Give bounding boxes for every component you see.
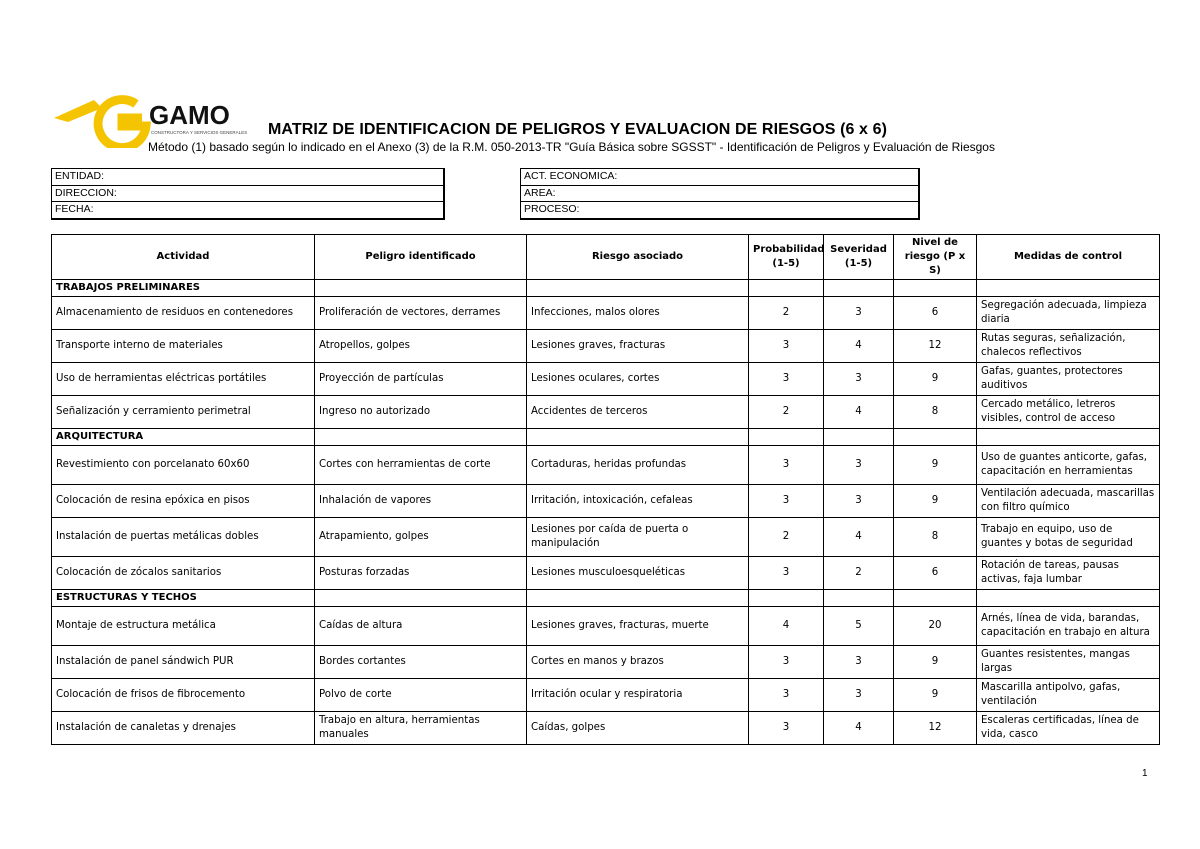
cell-peligro: Proyección de partículas xyxy=(315,363,527,396)
table-row xyxy=(52,485,1160,518)
logo-tagline: CONSTRUCTORA Y SERVICIOS GENERALES xyxy=(151,130,248,135)
table-header-row xyxy=(52,235,1160,280)
cell-nivel: 9 xyxy=(894,485,977,518)
cell-nivel: 6 xyxy=(894,297,977,330)
cell-peligro: Bordes cortantes xyxy=(315,646,527,679)
section-empty-cell xyxy=(894,429,977,446)
section-empty-cell xyxy=(894,280,977,297)
logo-wordmark: GAMO xyxy=(149,100,230,130)
cell-peligro: Caídas de altura xyxy=(315,607,527,646)
cell-nivel: 9 xyxy=(894,363,977,396)
section-empty-cell xyxy=(894,590,977,607)
cell-severidad: 3 xyxy=(824,446,894,485)
cell-nivel: 20 xyxy=(894,607,977,646)
cell-riesgo: Lesiones graves, fracturas xyxy=(527,330,749,363)
cell-severidad: 3 xyxy=(824,363,894,396)
cell-severidad: 3 xyxy=(824,679,894,712)
section-row xyxy=(52,429,1160,446)
table-row xyxy=(52,646,1160,679)
field-fecha[interactable]: FECHA: xyxy=(52,202,445,219)
company-logo xyxy=(50,88,250,148)
cell-peligro: Proliferación de vectores, derrames xyxy=(315,297,527,330)
cell-severidad: 4 xyxy=(824,712,894,745)
field-direccion[interactable]: DIRECCION: xyxy=(52,185,445,202)
cell-riesgo: Lesiones oculares, cortes xyxy=(527,363,749,396)
cell-medidas: Guantes resistentes, mangas largas xyxy=(977,646,1160,679)
section-empty-cell xyxy=(749,590,824,607)
cell-nivel: 9 xyxy=(894,679,977,712)
section-empty-cell xyxy=(527,590,749,607)
cell-riesgo: Accidentes de terceros xyxy=(527,396,749,429)
cell-peligro: Ingreso no autorizado xyxy=(315,396,527,429)
cell-medidas: Rotación de tareas, pausas activas, faja lumbar xyxy=(977,557,1160,590)
cell-nivel: 8 xyxy=(894,518,977,557)
cell-severidad: 3 xyxy=(824,297,894,330)
header-riesgo: Riesgo asociado xyxy=(527,235,749,280)
cell-medidas: Cercado metálico, letreros visibles, control de acceso xyxy=(977,396,1160,429)
cell-probabilidad: 2 xyxy=(749,297,824,330)
table-row xyxy=(52,330,1160,363)
cell-actividad: Uso de herramientas eléctricas portátiles xyxy=(52,363,315,396)
cell-severidad: 3 xyxy=(824,485,894,518)
cell-riesgo: Caídas, golpes xyxy=(527,712,749,745)
cell-probabilidad: 2 xyxy=(749,518,824,557)
header-medidas: Medidas de control xyxy=(977,235,1160,280)
header-severidad: Severidad (1-5) xyxy=(824,235,894,280)
cell-severidad: 4 xyxy=(824,518,894,557)
cell-actividad: Colocación de zócalos sanitarios xyxy=(52,557,315,590)
section-title: TRABAJOS PRELIMINARES xyxy=(52,280,315,297)
section-empty-cell xyxy=(749,429,824,446)
page-title: MATRIZ DE IDENTIFICACION DE PELIGROS Y EVALUACION DE RIESGOS (6 x 6) xyxy=(268,121,888,138)
cell-nivel: 9 xyxy=(894,446,977,485)
cell-riesgo: Cortes en manos y brazos xyxy=(527,646,749,679)
cell-actividad: Revestimiento con porcelanato 60x60 xyxy=(52,446,315,485)
cell-riesgo: Lesiones graves, fracturas, muerte xyxy=(527,607,749,646)
cell-severidad: 5 xyxy=(824,607,894,646)
section-empty-cell xyxy=(977,590,1160,607)
section-empty-cell xyxy=(315,280,527,297)
cell-actividad: Instalación de canaletas y drenajes xyxy=(52,712,315,745)
section-empty-cell xyxy=(977,429,1160,446)
cell-riesgo: Irritación, intoxicación, cefaleas xyxy=(527,485,749,518)
cell-actividad: Colocación de resina epóxica en pisos xyxy=(52,485,315,518)
cell-nivel: 8 xyxy=(894,396,977,429)
cell-actividad: Transporte interno de materiales xyxy=(52,330,315,363)
cell-nivel: 9 xyxy=(894,646,977,679)
logo-g-mark xyxy=(98,100,146,148)
page-number: 1 xyxy=(1142,768,1148,779)
section-empty-cell xyxy=(824,280,894,297)
section-title: ARQUITECTURA xyxy=(52,429,315,446)
cell-riesgo: Lesiones por caída de puerta o manipulación xyxy=(527,518,749,557)
cell-nivel: 6 xyxy=(894,557,977,590)
cell-probabilidad: 3 xyxy=(749,679,824,712)
table-row xyxy=(52,446,1160,485)
section-empty-cell xyxy=(824,590,894,607)
field-proceso[interactable]: PROCESO: xyxy=(521,202,920,219)
table-row xyxy=(52,679,1160,712)
section-empty-cell xyxy=(824,429,894,446)
section-empty-cell xyxy=(315,429,527,446)
section-row xyxy=(52,590,1160,607)
section-empty-cell xyxy=(527,429,749,446)
cell-peligro: Atropellos, golpes xyxy=(315,330,527,363)
cell-medidas: Mascarilla antipolvo, gafas, ventilación xyxy=(977,679,1160,712)
table-row xyxy=(52,518,1160,557)
table-row xyxy=(52,557,1160,590)
table-row xyxy=(52,712,1160,745)
cell-medidas: Ventilación adecuada, mascarillas con filtro químico xyxy=(977,485,1160,518)
cell-actividad: Almacenamiento de residuos en contenedores xyxy=(52,297,315,330)
cell-actividad: Instalación de panel sándwich PUR xyxy=(52,646,315,679)
cell-medidas: Arnés, línea de vida, barandas, capacitación en trabajo en altura xyxy=(977,607,1160,646)
info-box-left xyxy=(51,168,445,220)
cell-peligro: Posturas forzadas xyxy=(315,557,527,590)
info-box-right xyxy=(520,168,920,220)
header-nivel: Nivel de riesgo (P x S) xyxy=(894,235,977,280)
cell-peligro: Polvo de corte xyxy=(315,679,527,712)
cell-peligro: Cortes con herramientas de corte xyxy=(315,446,527,485)
section-empty-cell xyxy=(527,280,749,297)
table-body xyxy=(52,280,1160,745)
cell-peligro: Inhalación de vapores xyxy=(315,485,527,518)
cell-medidas: Escaleras certificadas, línea de vida, casco xyxy=(977,712,1160,745)
cell-actividad: Instalación de puertas metálicas dobles xyxy=(52,518,315,557)
header-peligro: Peligro identificado xyxy=(315,235,527,280)
cell-probabilidad: 3 xyxy=(749,363,824,396)
field-entidad[interactable]: ENTIDAD: xyxy=(52,169,445,186)
cell-peligro: Trabajo en altura, herramientas manuales xyxy=(315,712,527,745)
cell-severidad: 3 xyxy=(824,646,894,679)
cell-medidas: Segregación adecuada, limpieza diaria xyxy=(977,297,1160,330)
cell-riesgo: Irritación ocular y respiratoria xyxy=(527,679,749,712)
cell-probabilidad: 2 xyxy=(749,396,824,429)
cell-probabilidad: 4 xyxy=(749,607,824,646)
cell-probabilidad: 3 xyxy=(749,646,824,679)
cell-medidas: Uso de guantes anticorte, gafas, capacitación en herramientas xyxy=(977,446,1160,485)
cell-probabilidad: 3 xyxy=(749,446,824,485)
cell-riesgo: Lesiones musculoesqueléticas xyxy=(527,557,749,590)
section-empty-cell xyxy=(749,280,824,297)
cell-probabilidad: 3 xyxy=(749,712,824,745)
section-empty-cell xyxy=(977,280,1160,297)
cell-severidad: 2 xyxy=(824,557,894,590)
page-subtitle: Método (1) basado según lo indicado en el Anexo (3) de la R.M. 050-2013-TR "Guía Básica sobre SGSST" - Identificación de Peligros y Evaluación de Riesgos xyxy=(148,140,995,154)
cell-medidas: Rutas seguras, señalización, chalecos reflectivos xyxy=(977,330,1160,363)
section-title: ESTRUCTURAS Y TECHOS xyxy=(52,590,315,607)
cell-actividad: Montaje de estructura metálica xyxy=(52,607,315,646)
header-actividad: Actividad xyxy=(52,235,315,280)
cell-riesgo: Infecciones, malos olores xyxy=(527,297,749,330)
cell-riesgo: Cortaduras, heridas profundas xyxy=(527,446,749,485)
field-act-economica[interactable]: ACT. ECONOMICA: xyxy=(521,169,920,186)
cell-nivel: 12 xyxy=(894,330,977,363)
section-row xyxy=(52,280,1160,297)
table-row xyxy=(52,607,1160,646)
table-row xyxy=(52,396,1160,429)
cell-peligro: Atrapamiento, golpes xyxy=(315,518,527,557)
cell-medidas: Trabajo en equipo, uso de guantes y botas de seguridad xyxy=(977,518,1160,557)
cell-medidas: Gafas, guantes, protectores auditivos xyxy=(977,363,1160,396)
header-probabilidad: Probabilidad (1-5) xyxy=(749,235,824,280)
cell-severidad: 4 xyxy=(824,396,894,429)
table-row xyxy=(52,363,1160,396)
section-empty-cell xyxy=(315,590,527,607)
risk-matrix-table xyxy=(51,234,1160,745)
cell-actividad: Señalización y cerramiento perimetral xyxy=(52,396,315,429)
cell-probabilidad: 3 xyxy=(749,330,824,363)
cell-probabilidad: 3 xyxy=(749,557,824,590)
cell-nivel: 12 xyxy=(894,712,977,745)
field-area[interactable]: AREA: xyxy=(521,185,920,202)
cell-probabilidad: 3 xyxy=(749,485,824,518)
cell-actividad: Colocación de frisos de fibrocemento xyxy=(52,679,315,712)
cell-severidad: 4 xyxy=(824,330,894,363)
table-row xyxy=(52,297,1160,330)
